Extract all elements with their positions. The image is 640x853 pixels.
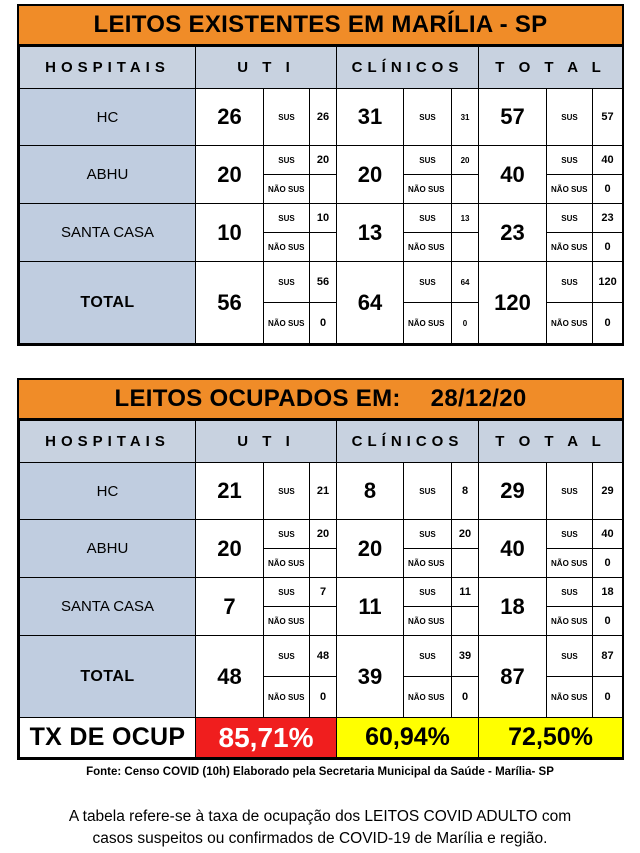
sus-label: SUS — [264, 463, 310, 520]
sus-label: SUS — [547, 578, 593, 607]
table-row-total — [20, 636, 623, 677]
sus-label: SUS — [404, 89, 452, 146]
existentes-header-row — [20, 47, 623, 89]
clinicos-sus-value: 31 — [452, 89, 479, 146]
uti-nao-sus-value — [310, 607, 337, 636]
clinicos-nao-sus-value — [452, 233, 479, 262]
clinicos-sus-value: 64 — [452, 262, 479, 303]
total-nao-sus-value: 0 — [593, 233, 623, 262]
nao-sus-label: NÃO SUS — [404, 607, 452, 636]
total-nao-sus-value: 0 — [593, 175, 623, 204]
uti-count: 26 — [196, 89, 264, 146]
clinicos-nao-sus-value: 0 — [452, 677, 479, 718]
total-nao-sus-value: 0 — [593, 607, 623, 636]
clinicos-nao-sus-value — [452, 607, 479, 636]
sus-label: SUS — [264, 204, 310, 233]
clinicos-nao-sus-value — [452, 549, 479, 578]
footnote-line-1: A tabela refere-se à taxa de ocupação dos LEITOS COVID ADULTO com — [68, 808, 572, 825]
ocupados-header-row — [20, 421, 623, 463]
existentes-title: LEITOS EXISTENTES EM MARÍLIA - SP — [19, 6, 622, 46]
total-nao-sus-value: 0 — [593, 303, 623, 344]
nao-sus-label: NÃO SUS — [404, 677, 452, 718]
header-hospitais: HOSPITAIS — [20, 421, 196, 463]
table-row — [20, 204, 623, 233]
hospital-name: SANTA CASA — [20, 578, 196, 636]
header-uti: U T I — [196, 421, 337, 463]
sus-label: SUS — [404, 636, 452, 677]
uti-count: 7 — [196, 578, 264, 636]
uti-sus-value: 20 — [310, 520, 337, 549]
uti-count: 21 — [196, 463, 264, 520]
nao-sus-label: NÃO SUS — [404, 233, 452, 262]
uti-sus-value: 26 — [310, 89, 337, 146]
clinicos-sus-value: 8 — [452, 463, 479, 520]
total-sus-value: 57 — [593, 89, 623, 146]
nao-sus-label: NÃO SUS — [264, 175, 310, 204]
clinicos-sus-value: 39 — [452, 636, 479, 677]
clinicos-sus-value: 11 — [452, 578, 479, 607]
uti-nao-sus-value — [310, 549, 337, 578]
total-count: 87 — [479, 636, 547, 718]
total-count: 29 — [479, 463, 547, 520]
nao-sus-label: NÃO SUS — [547, 233, 593, 262]
taxa-ocupacao-label: TX DE OCUP — [20, 718, 196, 758]
total-sus-value: 40 — [593, 520, 623, 549]
clinicos-count: 39 — [337, 636, 404, 718]
sus-label: SUS — [547, 463, 593, 520]
leitos-existentes-table — [17, 4, 624, 346]
taxa-total: 72,50% — [479, 718, 623, 758]
nao-sus-label: NÃO SUS — [264, 549, 310, 578]
nao-sus-label: NÃO SUS — [547, 175, 593, 204]
total-sus-value: 23 — [593, 204, 623, 233]
sus-label: SUS — [264, 146, 310, 175]
footnote — [0, 806, 640, 850]
total-sus-value: 40 — [593, 146, 623, 175]
sus-label: SUS — [404, 204, 452, 233]
uti-count: 10 — [196, 204, 264, 262]
clinicos-count: 20 — [337, 520, 404, 578]
total-sus-value: 120 — [593, 262, 623, 303]
sus-label: SUS — [547, 204, 593, 233]
taxa-uti: 85,71% — [196, 718, 337, 758]
clinicos-count: 20 — [337, 146, 404, 204]
clinicos-sus-value: 13 — [452, 204, 479, 233]
sus-label: SUS — [404, 463, 452, 520]
nao-sus-label: NÃO SUS — [404, 175, 452, 204]
total-count: 40 — [479, 520, 547, 578]
uti-sus-value: 7 — [310, 578, 337, 607]
clinicos-count: 8 — [337, 463, 404, 520]
hospital-name: SANTA CASA — [20, 204, 196, 262]
header-clinicos: CLÍNICOS — [337, 421, 479, 463]
sus-label: SUS — [547, 146, 593, 175]
total-sus-value: 18 — [593, 578, 623, 607]
table-row — [20, 578, 623, 607]
taxa-ocupacao-row — [20, 718, 623, 758]
sus-label: SUS — [264, 578, 310, 607]
total-sus-value: 87 — [593, 636, 623, 677]
uti-count: 20 — [196, 520, 264, 578]
header-total: T O T A L — [479, 47, 623, 89]
nao-sus-label: NÃO SUS — [264, 303, 310, 344]
clinicos-count: 13 — [337, 204, 404, 262]
nao-sus-label: NÃO SUS — [547, 303, 593, 344]
footnote-line-2: casos suspeitos ou confirmados de COVID-19 de Marília e região. — [92, 830, 548, 847]
sus-label: SUS — [547, 262, 593, 303]
uti-sus-value: 10 — [310, 204, 337, 233]
total-count: 40 — [479, 146, 547, 204]
sus-label: SUS — [547, 636, 593, 677]
total-count: 57 — [479, 89, 547, 146]
sus-label: SUS — [264, 262, 310, 303]
uti-nao-sus-value: 0 — [310, 303, 337, 344]
clinicos-nao-sus-value: 0 — [452, 303, 479, 344]
sus-label: SUS — [547, 89, 593, 146]
total-count: 120 — [479, 262, 547, 344]
sus-label: SUS — [264, 520, 310, 549]
total-row-label: TOTAL — [20, 262, 196, 344]
table-row-total — [20, 262, 623, 303]
sus-label: SUS — [404, 578, 452, 607]
table-row — [20, 146, 623, 175]
uti-count: 20 — [196, 146, 264, 204]
header-uti: U T I — [196, 47, 337, 89]
sus-label: SUS — [404, 146, 452, 175]
table-row — [20, 520, 623, 549]
hospital-name: HC — [20, 89, 196, 146]
uti-sus-value: 20 — [310, 146, 337, 175]
nao-sus-label: NÃO SUS — [547, 549, 593, 578]
clinicos-nao-sus-value — [452, 175, 479, 204]
sus-label: SUS — [264, 89, 310, 146]
uti-sus-value: 21 — [310, 463, 337, 520]
header-clinicos: CLÍNICOS — [337, 47, 479, 89]
ocupados-date: 28/12/20 — [430, 385, 527, 412]
uti-nao-sus-value — [310, 175, 337, 204]
clinicos-count: 11 — [337, 578, 404, 636]
total-nao-sus-value: 0 — [593, 677, 623, 718]
total-nao-sus-value: 0 — [593, 549, 623, 578]
nao-sus-label: NÃO SUS — [547, 607, 593, 636]
nao-sus-label: NÃO SUS — [547, 677, 593, 718]
nao-sus-label: NÃO SUS — [404, 549, 452, 578]
clinicos-count: 31 — [337, 89, 404, 146]
uti-nao-sus-value — [310, 233, 337, 262]
ocupados-title — [19, 380, 622, 420]
sus-label: SUS — [404, 520, 452, 549]
ocupados-title-prefix: LEITOS OCUPADOS EM: — [114, 385, 401, 412]
header-total: T O T A L — [479, 421, 623, 463]
sus-label: SUS — [264, 636, 310, 677]
nao-sus-label: NÃO SUS — [264, 677, 310, 718]
uti-sus-value: 48 — [310, 636, 337, 677]
sus-label: SUS — [404, 262, 452, 303]
uti-count: 48 — [196, 636, 264, 718]
source-note: Fonte: Censo COVID (10h) Elaborado pela Secretaria Municipal da Saúde - Marília- SP — [86, 766, 554, 778]
total-count: 23 — [479, 204, 547, 262]
clinicos-count: 64 — [337, 262, 404, 344]
sus-label: SUS — [547, 520, 593, 549]
hospital-name: ABHU — [20, 146, 196, 204]
uti-count: 56 — [196, 262, 264, 344]
total-row-label: TOTAL — [20, 636, 196, 718]
hospital-name: HC — [20, 463, 196, 520]
nao-sus-label: NÃO SUS — [264, 233, 310, 262]
total-sus-value: 29 — [593, 463, 623, 520]
taxa-clinicos: 60,94% — [337, 718, 479, 758]
clinicos-sus-value: 20 — [452, 520, 479, 549]
nao-sus-label: NÃO SUS — [264, 607, 310, 636]
nao-sus-label: NÃO SUS — [404, 303, 452, 344]
clinicos-sus-value: 20 — [452, 146, 479, 175]
uti-sus-value: 56 — [310, 262, 337, 303]
leitos-ocupados-table — [17, 378, 624, 760]
hospital-name: ABHU — [20, 520, 196, 578]
header-hospitais: HOSPITAIS — [20, 47, 196, 89]
total-count: 18 — [479, 578, 547, 636]
uti-nao-sus-value: 0 — [310, 677, 337, 718]
